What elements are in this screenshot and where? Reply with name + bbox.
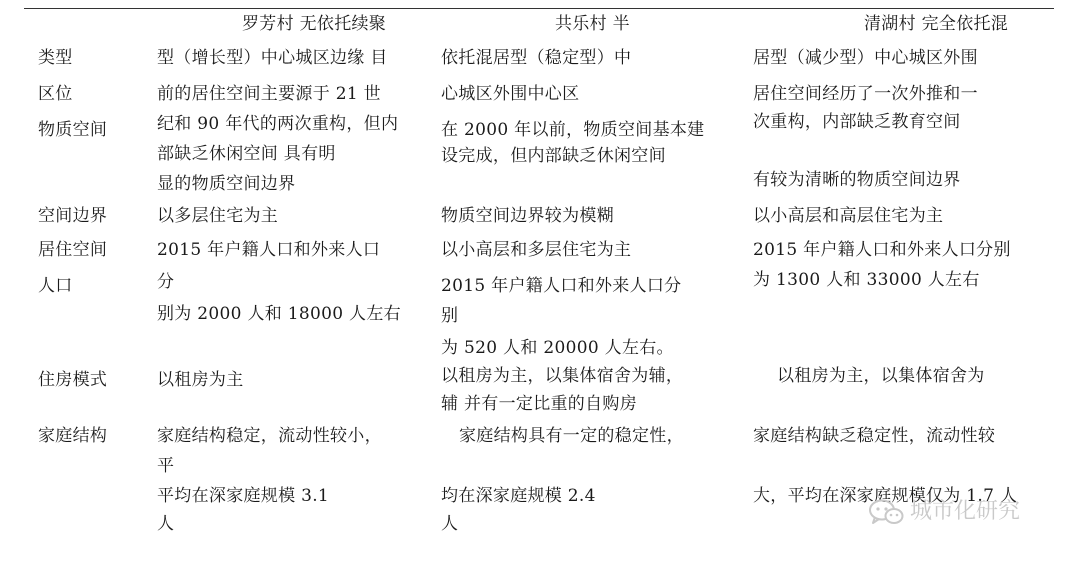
col2-line: 2015 年户籍人口和外来人口分 bbox=[441, 276, 682, 296]
col3-line: 以租房为主，以集体宿舍为 bbox=[777, 366, 985, 386]
watermark bbox=[868, 498, 1020, 526]
row-label-family-structure: 家庭结构 bbox=[38, 426, 108, 446]
col2-line: 辅 并有一定比重的自购房 bbox=[441, 394, 638, 414]
col3-line: 居住空间经历了一次外推和一 bbox=[753, 84, 978, 104]
col2-line: 设完成，但内部缺乏休闲空间 bbox=[441, 146, 666, 166]
col1-line: 平 bbox=[157, 456, 175, 476]
col3-line: 有较为清晰的物质空间边界 bbox=[753, 170, 961, 190]
col1-line: 平均在深家庭规模 3.1 bbox=[157, 486, 330, 506]
col3-line: 次重构，内部缺乏教育空间 bbox=[753, 112, 961, 132]
watermark-text: 城市化研究 bbox=[910, 499, 1021, 524]
col1-line: 型（增长型）中心城区边缘 目 bbox=[157, 48, 388, 68]
col2-line: 均在深家庭规模 2.4 bbox=[441, 486, 596, 506]
header-col-2: 共乐村 半 bbox=[555, 14, 630, 34]
col1-line: 以多层住宅为主 bbox=[157, 206, 279, 226]
col1-line: 人 bbox=[157, 514, 175, 534]
col3-line: 大，平均在深家庭规模仅为 1.7 人 bbox=[753, 486, 1018, 506]
col2-line: 心城区外围中心区 bbox=[441, 84, 580, 104]
col2-line: 物质空间边界较为模糊 bbox=[441, 206, 614, 226]
wechat-icon bbox=[868, 498, 904, 526]
col2-line: 以租房为主，以集体宿舍为辅， bbox=[441, 366, 684, 386]
row-label-type: 类型 bbox=[38, 48, 73, 68]
row-label-housing-mode: 住房模式 bbox=[38, 370, 108, 390]
col1-line: 家庭结构稳定，流动性较小， bbox=[157, 426, 382, 446]
col1-line: 显的物质空间边界 bbox=[157, 174, 296, 194]
col1-line: 前的居住空间主要源于 21 世 bbox=[157, 84, 381, 104]
table-top-rule bbox=[24, 8, 1054, 9]
col3-line: 居型（减少型）中心城区外围 bbox=[753, 48, 978, 68]
col1-line: 分 bbox=[157, 272, 175, 292]
col2-line: 为 520 人和 20000 人左右。 bbox=[441, 338, 674, 358]
col2-line: 在 2000 年以前，物质空间基本建 bbox=[441, 120, 705, 140]
row-label-physical-space: 物质空间 bbox=[38, 120, 108, 140]
col3-line: 以小高层和高层住宅为主 bbox=[753, 206, 944, 226]
col3-line: 为 1300 人和 33000 人左右 bbox=[753, 270, 980, 290]
header-col-3: 清湖村 完全依托混 bbox=[864, 14, 1009, 34]
col3-line: 家庭结构缺乏稳定性，流动性较 bbox=[753, 426, 996, 446]
row-label-space-boundary: 空间边界 bbox=[38, 206, 108, 226]
col2-line: 别 bbox=[441, 306, 459, 326]
header-col-1: 罗芳村 无依托续聚 bbox=[242, 14, 387, 34]
row-label-living-space: 居住空间 bbox=[38, 240, 108, 260]
col1-line: 部缺乏休闲空间 具有明 bbox=[157, 144, 336, 164]
col2-line: 家庭结构具有一定的稳定性， bbox=[459, 426, 684, 446]
col3-line: 2015 年户籍人口和外来人口分别 bbox=[753, 240, 1011, 260]
row-label-population: 人口 bbox=[38, 276, 73, 296]
col1-line: 纪和 90 年代的两次重构，但内 bbox=[157, 114, 399, 134]
col2-line: 人 bbox=[441, 514, 459, 534]
col2-line: 依托混居型（稳定型）中 bbox=[441, 48, 632, 68]
col1-line: 2015 年户籍人口和外来人口 bbox=[157, 240, 381, 260]
col1-line: 别为 2000 人和 18000 人左右 bbox=[157, 304, 401, 324]
col1-line: 以租房为主 bbox=[157, 370, 244, 390]
col2-line: 以小高层和多层住宅为主 bbox=[441, 240, 632, 260]
row-label-location: 区位 bbox=[38, 84, 73, 104]
